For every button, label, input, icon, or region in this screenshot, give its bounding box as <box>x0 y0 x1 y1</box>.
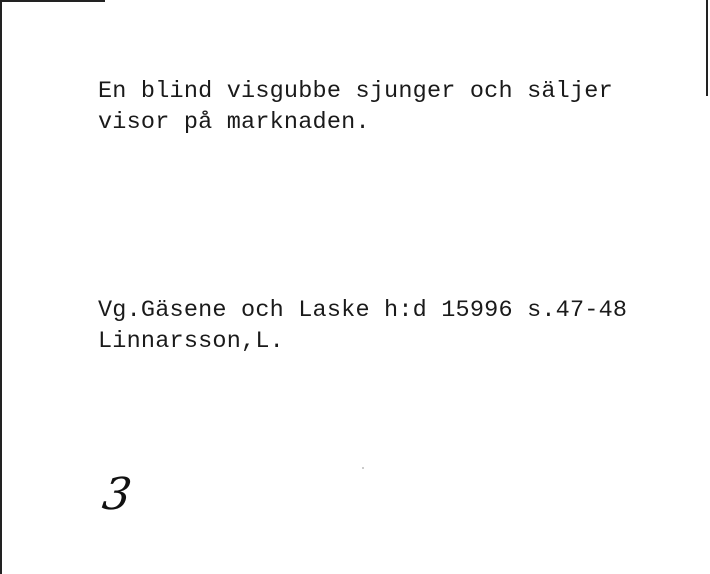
card-right-border <box>706 0 708 96</box>
reference-line-2: Linnarsson,L. <box>98 328 284 355</box>
reference-line-1: Vg.Gäsene och Laske h:d 15996 s.47-48 <box>98 297 628 324</box>
description-line-1: En blind visgubbe sjunger och säljer <box>98 78 613 105</box>
card-top-border <box>0 0 105 2</box>
paper-speck <box>362 467 364 469</box>
description-line-2: visor på marknaden. <box>98 109 370 136</box>
handwritten-number: 3 <box>99 469 135 520</box>
card-left-border <box>0 0 2 574</box>
